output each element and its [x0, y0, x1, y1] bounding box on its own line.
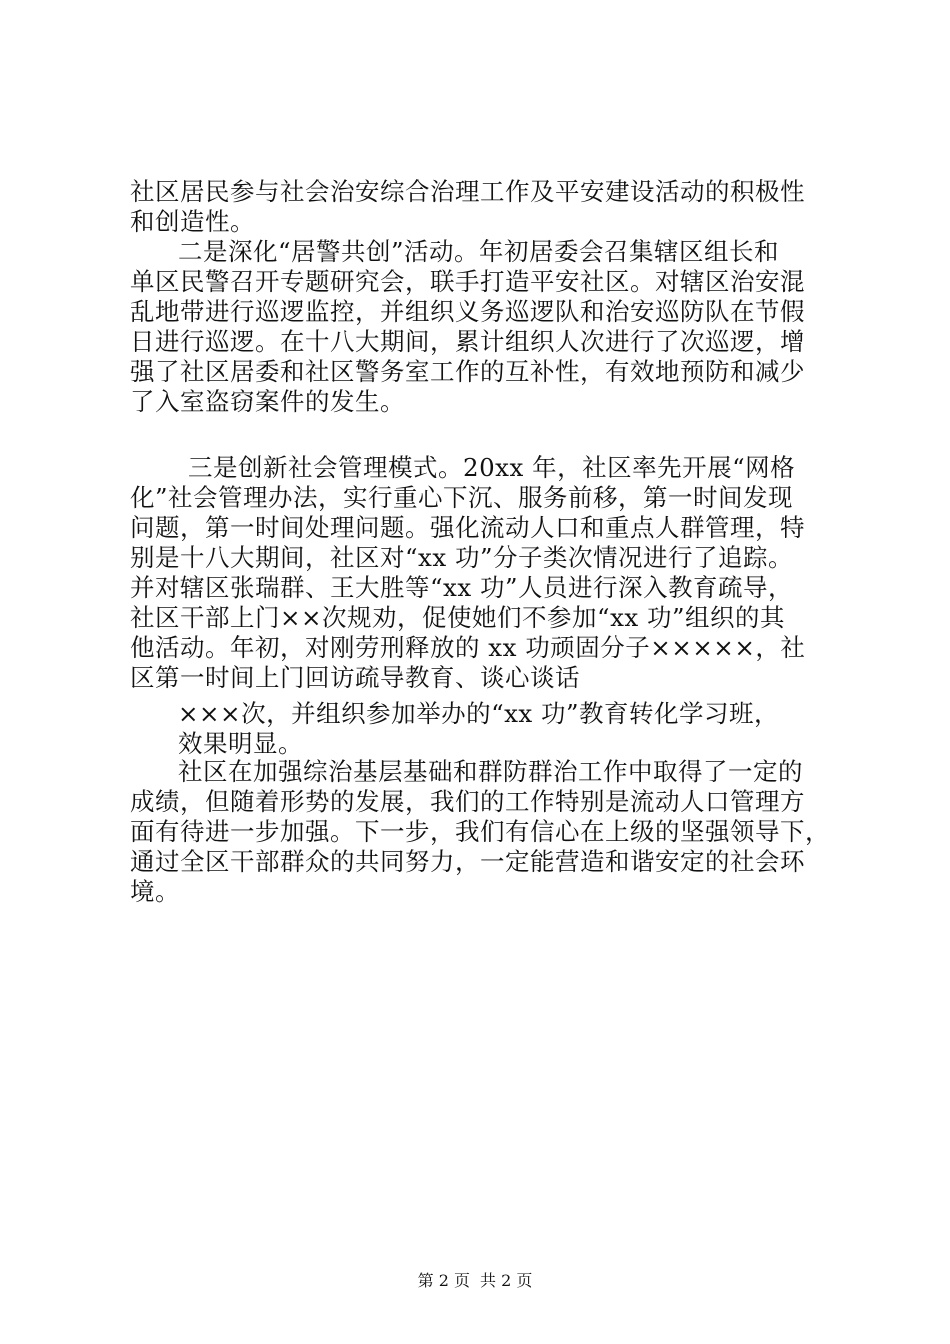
- text-line: 问题，第一时间处理问题。强化流动人口和重点人群管理，特: [130, 513, 805, 542]
- text-line: 单区民警召开专题研究会，联手打造平安社区。对辖区治安混: [130, 267, 805, 296]
- text-line: 和创造性。: [130, 207, 255, 236]
- text-line: 境。: [130, 877, 180, 906]
- text-line: 社区在加强综治基层基础和群防群治工作中取得了一定的: [178, 757, 803, 786]
- text-line: 社区居民参与社会治安综合治理工作及平安建设活动的积极性: [130, 177, 805, 206]
- text-line: 化”社会管理办法，实行重心下沉、服务前移，第一时间发现: [130, 483, 794, 512]
- text-line: 乱地带进行巡逻监控，并组织义务巡逻队和治安巡防队在节假: [130, 297, 805, 326]
- text-line: 面有待进一步加强。下一步，我们有信心在上级的坚强领导下，: [130, 817, 830, 846]
- text-line: ×××次，并组织参加举办的“xx 功”教育转化学习班，: [178, 699, 780, 728]
- page-number: 第 2 页: [417, 1271, 470, 1290]
- text-line: 了入室盗窃案件的发生。: [130, 387, 405, 416]
- text-line: 强了社区居委和社区警务室工作的互补性，有效地预防和减少: [130, 357, 805, 386]
- text-line: 社区干部上门××次规劝，促使她们不参加“xx 功”组织的其: [130, 603, 786, 632]
- text-line: 他活动。年初，对刚劳刑释放的 xx 功顽固分子×××××，社: [130, 633, 806, 662]
- text-line: 区第一时间上门回访疏导教育、谈心谈话: [130, 663, 580, 692]
- text-line: 通过全区干部群众的共同努力，一定能营造和谐安定的社会环: [130, 847, 805, 876]
- text-line: 成绩，但随着形势的发展，我们的工作特别是流动人口管理方: [130, 787, 805, 816]
- page-total: 共 2 页: [480, 1271, 533, 1290]
- page-footer: [0, 1271, 950, 1291]
- text-line: 三是创新社会管理模式。20xx 年，社区率先开展“网格: [188, 453, 796, 482]
- text-line: 日进行巡逻。在十八大期间，累计组织人次进行了次巡逻，增: [130, 327, 805, 356]
- text-line: 别是十八大期间，社区对“xx 功”分子类次情况进行了追踪。: [130, 543, 793, 572]
- text-line: 效果明显。: [178, 729, 303, 758]
- text-line: 二是深化“居警共创”活动。年初居委会召集辖区组长和: [178, 237, 780, 266]
- text-line: 并对辖区张瑞群、王大胜等“xx 功”人员进行深入教育疏导，: [130, 573, 793, 602]
